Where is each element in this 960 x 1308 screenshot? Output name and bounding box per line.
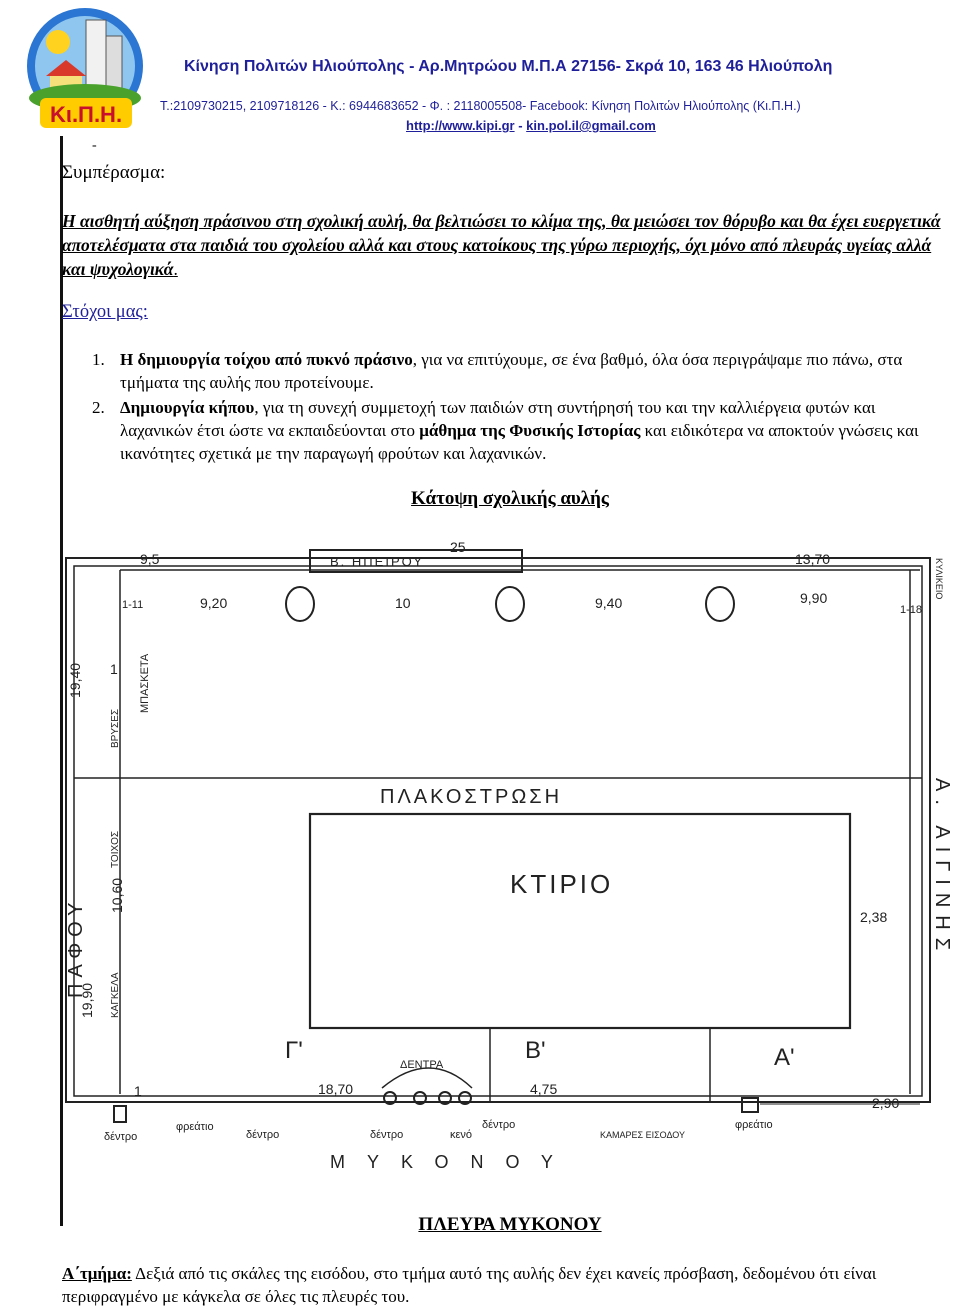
empty-label: κενό bbox=[450, 1129, 473, 1141]
building-label: ΚΤΙΡΙΟ bbox=[510, 869, 614, 899]
plan-dim: 1-18 bbox=[900, 604, 923, 616]
web-line bbox=[406, 118, 656, 133]
taps-label: ΒΡΥΣΕΣ bbox=[110, 708, 121, 748]
goals-heading: Στόχοι μας: bbox=[62, 302, 148, 322]
plan-dim: 2,90 bbox=[872, 1095, 900, 1111]
plan-trees-arrow bbox=[382, 1068, 472, 1088]
goals-list bbox=[62, 348, 952, 467]
entrance-label: ΚΑΜΑΡΕΣ ΕΙΣΟΔΟΥ bbox=[600, 1130, 685, 1140]
street-bottom-label: ΜΥΚΟΝΟΥ bbox=[330, 1152, 575, 1172]
plan-dim: 4,75 bbox=[530, 1081, 558, 1097]
contact-line: Τ.:2109730215, 2109718126 - Κ.: 6944683652 - Φ. : 2118005508- Facebook: Κίνηση Πολιτών Ηλιούπολης (Κι.Π.Η.) bbox=[160, 99, 801, 113]
wall-label: ΤΟΙΧΟΣ bbox=[110, 830, 121, 868]
item-text: , για να επιτύχουμε, σε ένα βαθμό, όλα όσα περιγράψαμε πιο πάνω, στα τμήματα της αυλής που προτείνουμε. bbox=[120, 350, 903, 392]
list-item bbox=[62, 396, 952, 465]
plan-dim: 1-11 bbox=[122, 599, 144, 611]
org-line: Κίνηση Πολιτών Ηλιούπολης - Αρ.Μητρώου Μ.Π.Α 27156- Σκρά 10, 163 46 Ηλιούπολη bbox=[184, 58, 833, 75]
well-label: φρεάτιο bbox=[735, 1119, 773, 1131]
tree-label: δέντρο bbox=[370, 1129, 404, 1141]
website-link[interactable]: http://www.kipi.gr bbox=[406, 118, 515, 133]
plan-title: Κάτοψη σχολικής αυλής bbox=[411, 488, 609, 509]
street-left-label: ΠΑΦΟΥ bbox=[65, 896, 87, 998]
plan-tree-top bbox=[496, 587, 524, 621]
item-number: 1. bbox=[92, 350, 105, 369]
section-a-label-text: Α΄τμήμα: bbox=[62, 1264, 132, 1283]
item-bold: Η δημιουργία τοίχου από πυκνό πράσινο bbox=[120, 350, 413, 369]
basket-label: ΜΠΑΣΚΕΤΑ bbox=[139, 653, 151, 713]
conclusion-end: . bbox=[173, 259, 178, 279]
section-a-label: Α' bbox=[774, 1044, 795, 1071]
item-number: 2. bbox=[92, 398, 105, 417]
section-b-label: Β' bbox=[525, 1037, 546, 1064]
section-a-paragraph bbox=[62, 1262, 957, 1308]
plan-dim: 19,90 bbox=[79, 982, 95, 1018]
plan-dim: 2,38 bbox=[860, 909, 888, 925]
plan-dim: 9,5 bbox=[140, 551, 160, 567]
tree-label: δέντρο bbox=[482, 1119, 516, 1131]
logo bbox=[18, 6, 152, 136]
plan-dim: 13,70 bbox=[795, 551, 831, 567]
conclusion-text bbox=[62, 209, 948, 281]
plan-dim: 9,20 bbox=[200, 595, 228, 611]
plan-dim: 1 bbox=[110, 661, 118, 677]
street-top-label: Β. ΗΠΕΙΡΟΥ bbox=[330, 554, 424, 569]
section-a-body: Δεξιά από τις σκάλες της εισόδου, στο τμήμα αυτό της αυλής δεν έχει κανείς πρόσβαση, δεδομένου ότι είναι περιφραγμένο με κάγκελα σε όλες τις πλευρές του. bbox=[62, 1264, 877, 1306]
canteen-label: ΚΥΛΙΚΕΙΟ bbox=[934, 558, 944, 600]
item-text: , για τη συνεχή συμμετοχή των παιδιών στη συντήρησή του και την καλλιέργεια φυτών και λαχανικών έτσι ώστε να εκπαιδεύονται στο bbox=[120, 398, 876, 440]
plan-dim: 25 bbox=[450, 539, 466, 555]
plan-dim: 9,90 bbox=[800, 590, 828, 606]
floor-plan bbox=[60, 528, 960, 1178]
plan-dim: 9,40 bbox=[595, 595, 623, 611]
plan-dim: 10 bbox=[395, 595, 411, 611]
plan-well bbox=[114, 1106, 126, 1122]
plan-dim: 19,40 bbox=[67, 662, 83, 698]
item-text-2: και ειδικότερα να αποκτούν γνώσεις και ικανότητες σχετικά με την παραγωγή φρούτων και λαχανικών. bbox=[120, 421, 919, 463]
logo-text: Κι.Π.Η. bbox=[49, 102, 123, 127]
plan-dim: 1 bbox=[134, 1083, 142, 1099]
plan-dim: 10,60 bbox=[109, 877, 125, 913]
tree-label: δέντρο bbox=[104, 1131, 138, 1143]
conclusion-heading: Συμπέρασμα: bbox=[62, 162, 166, 183]
separator: - bbox=[518, 118, 523, 133]
plan-tree-top bbox=[286, 587, 314, 621]
conclusion-body: Η αισθητή αύξηση πράσινου στη σχολική αυλή, θα βελτιώσει το κλίμα της, θα μειώσει τον θόρυβο και θα έχει ευεργετικά αποτελέσματα στα παιδιά του σχολείου αλλά και στους κατοίκους της γύρω περιοχής, όχι μόνο από πλευράς υγείας αλλά και ψυχολογικά bbox=[62, 211, 941, 279]
plan-well bbox=[742, 1098, 758, 1112]
section-g-label: Γ' bbox=[285, 1037, 303, 1064]
item-bold-2: μάθημα της Φυσικής Ιστορίας bbox=[419, 421, 641, 440]
railing-label: ΚΑΓΚΕΛΑ bbox=[110, 972, 121, 1018]
dash-mark: - bbox=[92, 138, 97, 153]
list-item bbox=[62, 348, 952, 394]
mykonou-title: ΠΛΕΥΡΑ ΜΥΚΟΝΟΥ bbox=[418, 1214, 602, 1235]
tree-label: δέντρο bbox=[246, 1129, 280, 1141]
paving-label: ΠΛΑΚΟΣΤΡΩΣΗ bbox=[380, 786, 563, 808]
plan-outline bbox=[66, 558, 930, 1102]
plan-tree-top bbox=[706, 587, 734, 621]
street-right-label: Α. ΑΙΓΙΝΗΣ bbox=[931, 778, 953, 959]
well-label: φρεάτιο bbox=[176, 1121, 214, 1133]
plan-dim: 18,70 bbox=[318, 1081, 354, 1097]
item-bold: Δημιουργία κήπου bbox=[120, 398, 255, 417]
trees-label: ΔΕΝΤΡΑ bbox=[400, 1059, 444, 1071]
email-link[interactable]: kin.pol.il@gmail.com bbox=[526, 118, 656, 133]
plan-building bbox=[310, 814, 850, 1028]
